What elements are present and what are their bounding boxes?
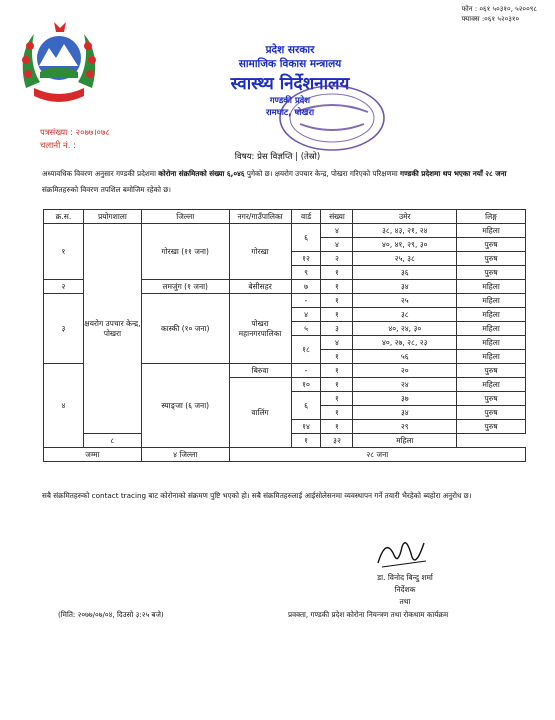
subject-line: विषय: प्रेस विज्ञप्ति | (तेस्रो) <box>234 152 321 162</box>
issue-date: (मिति: २०७७/०७/०४, दिउसो ३:२५ बजे) <box>58 610 164 619</box>
ward-cell: - <box>291 364 321 378</box>
table-header-row <box>44 210 526 224</box>
age-cell: ३४ <box>353 406 457 420</box>
municipality-cell: बेसीसहर <box>229 280 291 294</box>
municipality-cell: बिरुवा <box>229 364 291 378</box>
ward-cell: १८ <box>291 336 321 364</box>
total-people: २८ जना <box>229 448 525 462</box>
sex-cell: महिला <box>457 336 526 350</box>
ward-cell: १२ <box>291 252 321 266</box>
body-highlight-1: कोरोना संक्रमितको संख्या ६,०४६ <box>158 169 245 178</box>
ward-cell: - <box>291 294 321 308</box>
age-cell: ५६ <box>353 350 457 364</box>
age-cell: २४ <box>353 378 457 392</box>
age-cell: २५, ३८ <box>353 252 457 266</box>
sex-cell: पुरुष <box>457 392 526 406</box>
ward-cell: १० <box>291 378 321 392</box>
total-label: जम्मा <box>44 448 142 462</box>
col-header-ward: वार्ड <box>291 210 321 224</box>
header-line-province: गण्डकी प्रदेश <box>269 96 311 106</box>
district-cell: कास्की (१० जना) <box>141 294 229 364</box>
col-header-count: संख्या <box>321 210 353 224</box>
nepal-emblem-icon <box>14 18 104 114</box>
body-paragraph <box>42 166 527 198</box>
office-stamp-icon <box>272 78 392 158</box>
sex-cell: महिला <box>353 434 457 448</box>
count-cell: १ <box>321 350 353 364</box>
sex-cell: महिला <box>457 294 526 308</box>
reference-label: पत्रसंख्या <box>40 128 68 138</box>
age-cell: ३७ <box>353 392 457 406</box>
sex-cell: महिला <box>457 224 526 238</box>
col-header-sn: क्र.स. <box>44 210 84 224</box>
municipality-cell: वालिंग <box>229 378 291 448</box>
sex-cell: पुरुष <box>457 364 526 378</box>
serial-number: १ <box>44 224 84 280</box>
count-cell: १ <box>321 378 353 392</box>
ward-cell: ५ <box>291 322 321 336</box>
district-cell: लमजुंग (१ जना) <box>141 280 229 294</box>
age-cell: ३४ <box>353 280 457 294</box>
count-cell: २ <box>321 252 353 266</box>
signer-conjunction: तथा <box>399 597 411 606</box>
header-line-directorate: स्वास्थ्य निर्देशनालय <box>230 74 350 94</box>
body-highlight-2: गण्डकी प्रदेशमा थप भएका नयाँ २८ जना <box>400 169 507 178</box>
count-cell: १ <box>321 266 353 280</box>
header-line-ministry: सामाजिक विकास मन्त्रालय <box>238 58 342 70</box>
ward-cell: ९ <box>291 266 321 280</box>
sex-cell: महिला <box>457 322 526 336</box>
count-cell: १ <box>321 294 353 308</box>
age-cell: २९ <box>353 420 457 434</box>
col-header-municipality: नगर/गाउँपालिका <box>229 210 291 224</box>
table-total-row <box>44 448 526 462</box>
contact-info <box>461 4 537 24</box>
ward-cell: ६ <box>291 392 321 420</box>
sex-cell: पुरुष <box>457 406 526 420</box>
municipality-cell: पोखरा महानगरपालिका <box>229 294 291 364</box>
reference-number <box>40 127 110 138</box>
age-cell: ४०, २४, ३० <box>353 322 457 336</box>
col-header-district: जिल्ला <box>141 210 229 224</box>
ward-cell: ४ <box>291 308 321 322</box>
count-cell: ४ <box>321 336 353 350</box>
age-cell: ३८, ४३, २१, २४ <box>353 224 457 238</box>
ward-cell: ७ <box>291 280 321 294</box>
col-header-lab: प्रयोगशाला <box>83 210 141 224</box>
count-cell: १ <box>321 308 353 322</box>
serial-number: ३ <box>44 294 84 364</box>
age-cell: ३६ <box>353 266 457 280</box>
sex-cell: पुरुष <box>457 420 526 434</box>
municipality-cell: गोरखा <box>229 224 291 280</box>
total-districts: ४ जिल्ला <box>141 448 229 462</box>
count-cell: ४ <box>321 238 353 252</box>
sex-cell: महिला <box>457 378 526 392</box>
sex-cell: महिला <box>457 350 526 364</box>
reference-value: : २०७७।०७८ <box>70 128 110 138</box>
col-header-sex: लिङ्ग <box>457 210 526 224</box>
ward-cell: ८ <box>83 434 141 448</box>
phone-number: फोन : ०६१ ५०३१०, ५२००९८ <box>461 5 537 13</box>
serial-number: ४ <box>44 364 84 448</box>
count-cell: १ <box>321 392 353 406</box>
ward-cell: ६ <box>291 224 321 252</box>
serial-number: २ <box>44 280 84 294</box>
col-header-age: उमेर <box>353 210 457 224</box>
age-cell: २५ <box>353 294 457 308</box>
age-cell: २० <box>353 364 457 378</box>
count-cell: १ <box>321 420 353 434</box>
signature-icon <box>372 533 432 573</box>
table-row <box>44 224 526 238</box>
body-text-1: अध्यावधिक विवरण अनुसार गण्डकी प्रदेशमा <box>42 169 159 178</box>
lab-name: क्षयरोग उपचार केन्द्र, पोखरा <box>83 224 141 434</box>
count-cell: १ <box>291 434 321 448</box>
fax-number: फ्याक्स :०६१ ५२०३१० <box>461 15 520 23</box>
count-cell: १ <box>321 406 353 420</box>
closing-paragraph: सबै संक्रमितहरुको contact tracing बाट कोरोनाको संक्रमण पुष्टि भएको हो। सबै संक्रमितहरुलाई आईसोलेसनमा व्यवस्थापन गर्ने तयारी भैरहेको ब्यहोरा अनुरोध छ। <box>42 491 472 500</box>
signer-name: डा. विनोद बिन्दु शर्मा <box>377 573 433 582</box>
age-cell: ३२ <box>321 434 353 448</box>
dispatch-number: चलानी नं. : <box>40 141 76 151</box>
body-text-3: संक्रमितहरुको विवरण तपशिल बमोजिम रहेको छ। <box>42 185 172 194</box>
district-cell: गोरखा (११ जना) <box>141 224 229 280</box>
header-line-government: प्रदेश सरकार <box>265 44 315 56</box>
count-cell: १ <box>321 364 353 378</box>
header-line-address: रामघाट, पोखरा <box>265 108 315 118</box>
sex-cell: पुरुष <box>457 266 526 280</box>
count-cell: ४ <box>321 224 353 238</box>
body-text-2: पुगेको छ। क्षयरोग उपचार केन्द्र, पोखरा गरिएको परिक्षणमा <box>244 169 401 178</box>
sex-cell: पुरुष <box>457 252 526 266</box>
district-cell: स्याङ्जा (६ जना) <box>141 364 229 448</box>
cases-table <box>43 209 526 462</box>
count-cell: ३ <box>321 322 353 336</box>
age-cell: ३८ <box>353 308 457 322</box>
sex-cell: महिला <box>457 280 526 294</box>
count-cell: १ <box>321 280 353 294</box>
age-cell: ४०, २७, २८, २३ <box>353 336 457 350</box>
signer-title: निर्देशक <box>394 585 416 594</box>
sex-cell: पुरुष <box>457 238 526 252</box>
spokesperson-role: प्रवक्ता, गण्डकी प्रदेश कोरोना नियन्त्रण तथा रोकथाम कार्यक्रम <box>288 610 449 619</box>
age-cell: ४०, ४१, २९, ३० <box>353 238 457 252</box>
ward-cell: १४ <box>291 420 321 434</box>
sex-cell: महिला <box>457 308 526 322</box>
